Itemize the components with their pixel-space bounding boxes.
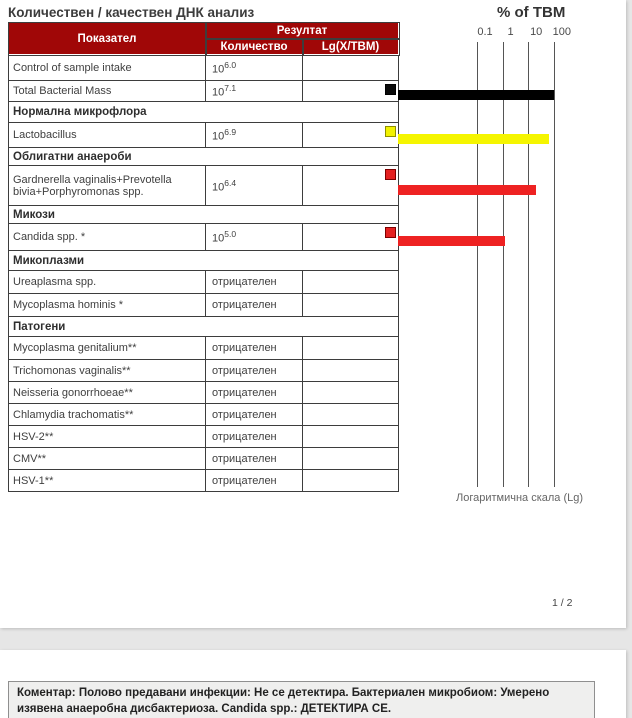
tick-label-0.1: 0.1 bbox=[477, 26, 493, 38]
quantity-value: отрицателен bbox=[206, 337, 303, 360]
indicator-name: Mycoplasma genitalium** bbox=[9, 337, 206, 360]
table-row bbox=[9, 382, 399, 404]
indicator-name: HSV-1** bbox=[9, 470, 206, 492]
indicator-name: Candida spp. * bbox=[9, 224, 206, 251]
page-title: Количествен / качествен ДНК анализ bbox=[8, 5, 255, 20]
section-label: Патогени bbox=[9, 317, 399, 337]
indicator-name: Ureaplasma spp. bbox=[9, 271, 206, 294]
table-row bbox=[9, 337, 399, 360]
lg-cell bbox=[303, 55, 399, 81]
indicator-name: Mycoplasma hominis * bbox=[9, 294, 206, 317]
quantity-value: $10^{5.0}$ bbox=[206, 224, 303, 251]
chart-bar bbox=[398, 236, 505, 246]
section-row bbox=[9, 102, 399, 123]
lg-cell bbox=[303, 81, 399, 102]
table-row bbox=[9, 55, 399, 81]
indicator-name: Neisseria gonorrhoeae** bbox=[9, 382, 206, 404]
chart-title: % of TBM bbox=[497, 4, 566, 21]
column-header-result: Резултат bbox=[206, 23, 399, 39]
chart-bar bbox=[398, 90, 554, 100]
quantity-value: $10^{6.4}$ bbox=[206, 166, 303, 206]
lg-cell bbox=[303, 166, 399, 206]
table-row bbox=[9, 166, 399, 206]
lg-cell bbox=[303, 382, 399, 404]
indicator-name: CMV** bbox=[9, 448, 206, 470]
lg-cell bbox=[303, 404, 399, 426]
section-label: Нормална микрофлора bbox=[9, 102, 399, 123]
column-header-lg: Lg(X/TBM) bbox=[303, 39, 399, 55]
quantity-value: отрицателен bbox=[206, 360, 303, 382]
quantity-value: отрицателен bbox=[206, 271, 303, 294]
gridline-100 bbox=[554, 42, 555, 487]
gridline-1 bbox=[503, 42, 504, 487]
quantity-value: отрицателен bbox=[206, 426, 303, 448]
table-row bbox=[9, 123, 399, 148]
indicator-name: Lactobacillus bbox=[9, 123, 206, 148]
quantity-value: $10^{6.9}$ bbox=[206, 123, 303, 148]
section-label: Облигатни анаероби bbox=[9, 148, 399, 166]
gridline-0.1 bbox=[477, 42, 478, 487]
table-row bbox=[9, 448, 399, 470]
quantity-value: отрицателен bbox=[206, 448, 303, 470]
indicator-name: Trichomonas vaginalis** bbox=[9, 360, 206, 382]
red-marker-icon bbox=[385, 169, 396, 180]
table-row bbox=[9, 271, 399, 294]
quantity-value: $10^{7.1}$ bbox=[206, 81, 303, 102]
black-marker-icon bbox=[385, 84, 396, 95]
yellow-marker-icon bbox=[385, 126, 396, 137]
indicator-name: Control of sample intake bbox=[9, 55, 206, 81]
lg-cell bbox=[303, 426, 399, 448]
section-row bbox=[9, 148, 399, 166]
column-header-indicator: Показател bbox=[9, 23, 206, 55]
gridline-10 bbox=[528, 42, 529, 487]
section-label: Микози bbox=[9, 206, 399, 224]
table-row bbox=[9, 360, 399, 382]
lg-cell bbox=[303, 337, 399, 360]
lg-cell bbox=[303, 360, 399, 382]
tick-label-10: 10 bbox=[530, 26, 543, 38]
chart-bar bbox=[398, 134, 549, 144]
comment-page bbox=[0, 650, 626, 718]
tick-label-100: 100 bbox=[552, 26, 571, 38]
section-row bbox=[9, 317, 399, 337]
lg-cell bbox=[303, 448, 399, 470]
indicator-name: Gardnerella vaginalis+Prevotella bivia+Porphyromonas spp. bbox=[9, 166, 206, 206]
table-row bbox=[9, 81, 399, 102]
table-row bbox=[9, 470, 399, 492]
quantity-value: отрицателен bbox=[206, 382, 303, 404]
quantity-value: $10^{6.0}$ bbox=[206, 55, 303, 81]
chart-axis-caption: Логаритмична скала (Lg) bbox=[456, 492, 584, 504]
comment-box: Коментар: Полово предавани инфекции: Не се детектира. Бактериален микробиом: Умерено изявена анаеробна дисбактериоза. Candida spp.: ДЕТЕКТИРА СЕ. bbox=[8, 681, 595, 718]
lg-cell bbox=[303, 224, 399, 251]
tick-label-1: 1 bbox=[507, 26, 514, 38]
results-table bbox=[8, 22, 399, 492]
lg-cell bbox=[303, 271, 399, 294]
section-row bbox=[9, 206, 399, 224]
table-row bbox=[9, 224, 399, 251]
indicator-name: Chlamydia trachomatis** bbox=[9, 404, 206, 426]
red-marker-icon bbox=[385, 227, 396, 238]
quantity-value: отрицателен bbox=[206, 470, 303, 492]
section-label: Микоплазми bbox=[9, 251, 399, 271]
chart-bar bbox=[398, 185, 536, 195]
indicator-name: HSV-2** bbox=[9, 426, 206, 448]
table-row bbox=[9, 294, 399, 317]
table-row bbox=[9, 404, 399, 426]
quantity-value: отрицателен bbox=[206, 294, 303, 317]
table-row bbox=[9, 426, 399, 448]
section-row bbox=[9, 251, 399, 271]
indicator-name: Total Bacterial Mass bbox=[9, 81, 206, 102]
quantity-value: отрицателен bbox=[206, 404, 303, 426]
lg-cell bbox=[303, 470, 399, 492]
lg-cell bbox=[303, 294, 399, 317]
column-header-quantity: Количество bbox=[206, 39, 303, 55]
page-indicator: 1 / 2 bbox=[552, 597, 573, 609]
lg-cell bbox=[303, 123, 399, 148]
